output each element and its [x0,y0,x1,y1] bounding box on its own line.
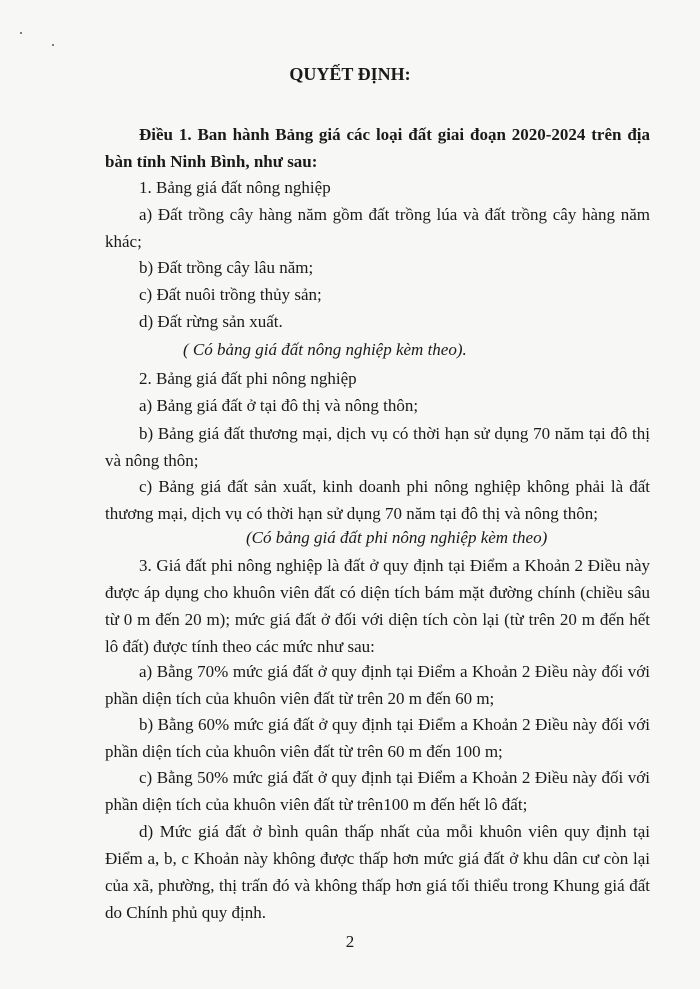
section-2-item-c: c) Bảng giá đất sản xuất, kinh doanh phi nông nghiệp không phải là đất thương mại, dịch vụ có thời hạn sử dụng 70 năm tại đô thị và nông thôn; [105,477,650,523]
section-3-item-c: c) Bằng 50% mức giá đất ở quy định tại Điểm a Khoản 2 Điều này đối với phần diện tích của khuôn viên đất từ trên100 m đến hết lô đất; [105,768,650,814]
section-3-intro: 3. Giá đất phi nông nghiệp là đất ở quy định tại Điểm a Khoản 2 Điều này được áp dụng cho khuôn viên đất có diện tích bám mặt đường chính (chiều sâu từ 0 m đến 20 m); mức giá đất ở đối với diện tích còn lại (từ trên 20 m đến hết lô đất) được tính theo các mức như sau: [105,556,650,656]
article-1-heading: Điều 1. Ban hành Bảng giá các loại đất giai đoạn 2020-2024 trên địa bàn tỉnh Ninh Bình, như sau: [105,125,650,171]
section-1-item-b: b) Đất trồng cây lâu năm; [139,258,314,277]
section-1-item-c: c) Đất nuôi trồng thủy sản; [139,285,322,304]
section-1-note: ( Có bảng giá đất nông nghiệp kèm theo). [183,340,467,359]
page-title: QUYẾT ĐỊNH: [289,64,411,84]
scan-speck [52,44,54,46]
section-1-item-d: d) Đất rừng sản xuất. [139,312,283,331]
scan-speck [20,32,22,34]
section-2-item-b: b) Bảng giá đất thương mại, dịch vụ có thời hạn sử dụng 70 năm tại đô thị và nông thôn; [105,424,650,470]
section-3-item-d: d) Mức giá đất ở bình quân thấp nhất của mỗi khuôn viên quy định tại Điểm a, b, c Khoản này không được thấp hơn mức giá đất ở khu dân cư còn lại của xã, phường, thị trấn đó và không thấp hơn giá tối thiểu trong Khung giá đất do Chính phủ quy định. [105,822,650,922]
section-3-item-a: a) Bằng 70% mức giá đất ở quy định tại Điểm a Khoản 2 Điều này đối với phần diện tích của khuôn viên đất từ trên 20 m đến 60 m; [105,662,650,708]
section-2-heading: 2. Bảng giá đất phi nông nghiệp [139,369,357,388]
section-3-item-b: b) Bằng 60% mức giá đất ở quy định tại Điểm a Khoản 2 Điều này đối với phần diện tích của khuôn viên đất từ trên 60 m đến 100 m; [105,715,650,761]
section-2-item-a: a) Bảng giá đất ở tại đô thị và nông thôn; [139,396,419,415]
section-2-note: (Có bảng giá đất phi nông nghiệp kèm theo) [246,528,548,547]
section-1-item-a: a) Đất trồng cây hàng năm gồm đất trồng lúa và đất trồng cây hàng năm khác; [105,205,650,251]
section-1-heading: 1. Bảng giá đất nông nghiệp [139,178,331,197]
page-number: 2 [345,932,355,951]
